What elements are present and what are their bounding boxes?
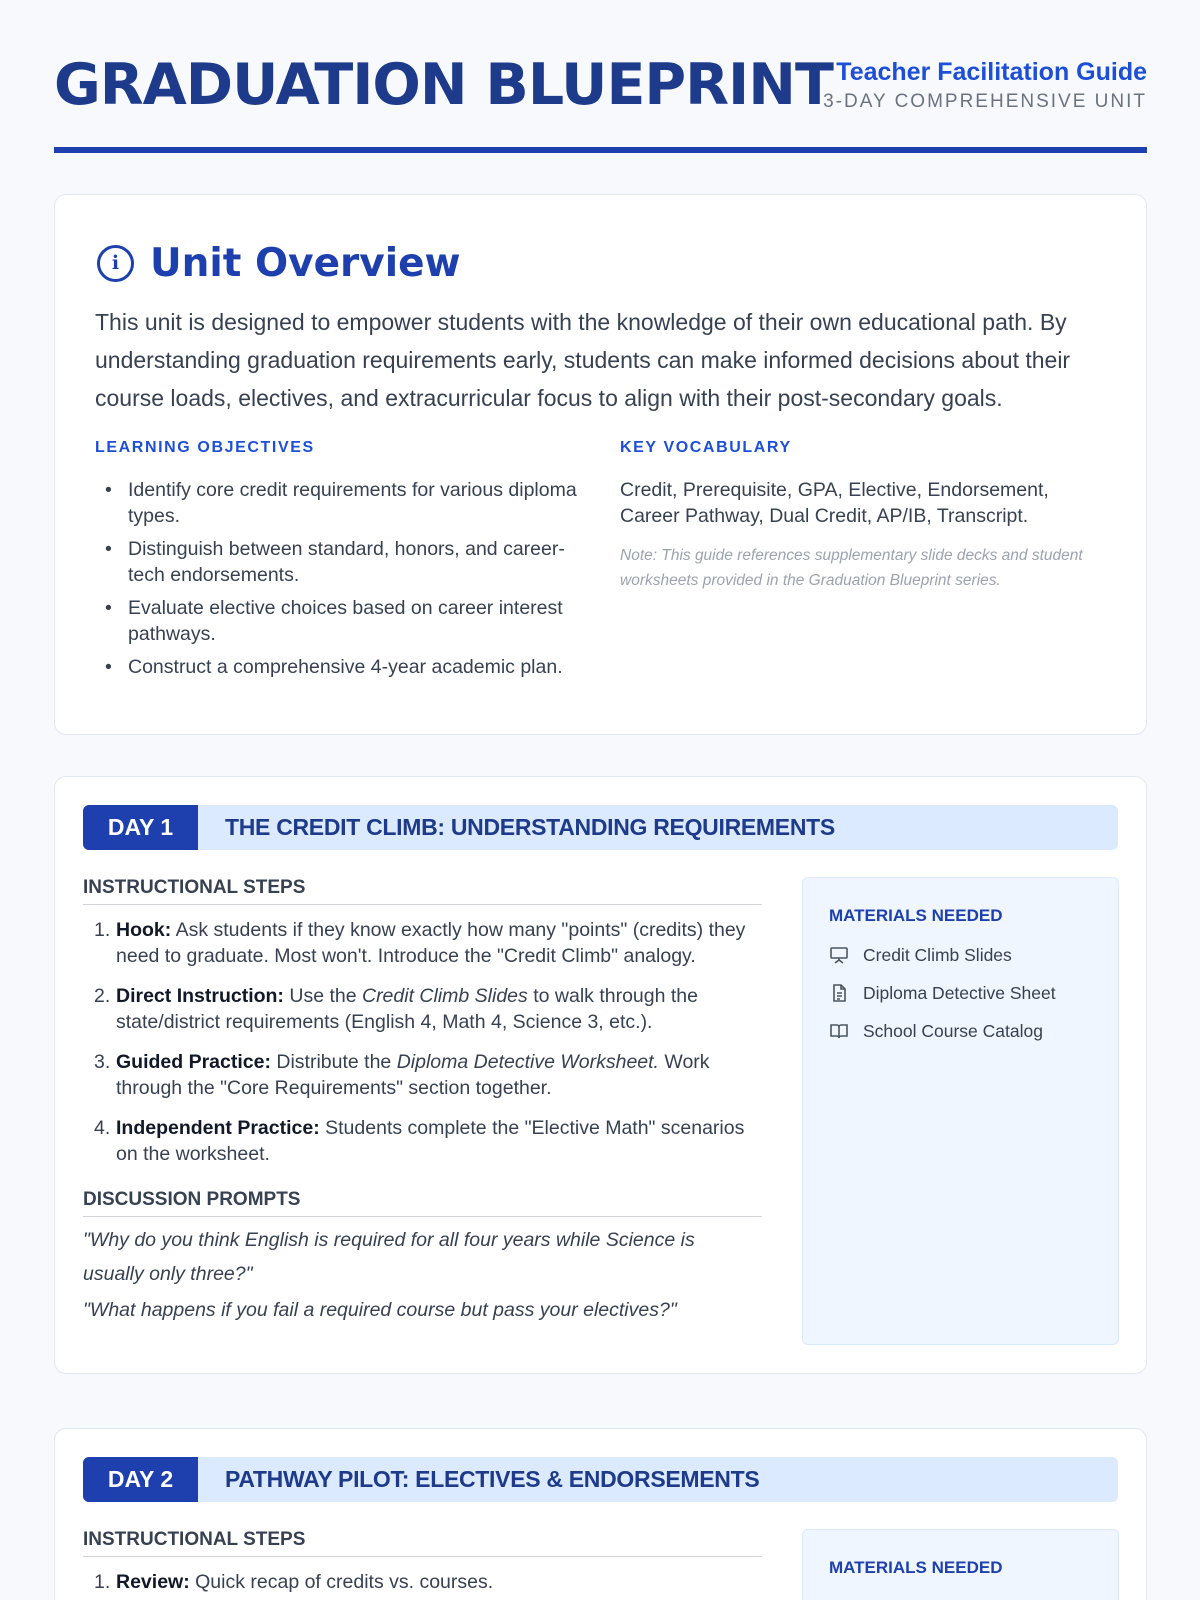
day2-label: DAY 2 bbox=[83, 1457, 198, 1502]
objectives-label: LEARNING OBJECTIVES bbox=[95, 439, 315, 456]
presentation-icon bbox=[829, 945, 849, 965]
steps-heading: INSTRUCTIONAL STEPS bbox=[83, 877, 762, 905]
overview-heading: Unit Overview bbox=[150, 240, 461, 286]
material-label: Diploma Detective Sheet bbox=[863, 982, 1056, 1003]
document-icon bbox=[829, 983, 849, 1003]
header-meta bbox=[823, 58, 1147, 113]
steps-heading: INSTRUCTIONAL STEPS bbox=[83, 1529, 762, 1557]
unit-overview-card bbox=[54, 194, 1147, 735]
material-label: Credit Climb Slides bbox=[863, 944, 1012, 965]
discussion-prompts bbox=[83, 1189, 762, 1327]
material-item bbox=[829, 936, 1092, 974]
step-lead: Direct Instruction: bbox=[116, 985, 284, 1007]
materials-list bbox=[829, 936, 1092, 1050]
step-lead: Hook: bbox=[116, 919, 172, 941]
objective-item: • Distinguish between standard, honors, and career-tech endorsements. bbox=[95, 536, 595, 588]
overview-text: This unit is designed to empower students with the knowledge of their own educational path. By understanding graduation requirements early, students can make informed decisions about their course loads, electives, and extracurricular focus to align with their post-secondary goals. bbox=[95, 309, 1071, 411]
day1-label: DAY 1 bbox=[83, 805, 198, 850]
page-title: GRADUATION BLUEPRINT bbox=[54, 52, 833, 118]
day1-title: THE CREDIT CLIMB: UNDERSTANDING REQUIREMENTS bbox=[225, 814, 835, 840]
objectives-list bbox=[95, 477, 620, 680]
step-text: Use the bbox=[283, 985, 362, 1007]
learning-objectives bbox=[95, 439, 620, 687]
guide-label: Teacher Facilitation Guide bbox=[836, 58, 1147, 86]
material-label: School Course Catalog bbox=[863, 1020, 1043, 1041]
step-lead: Independent Practice: bbox=[116, 1117, 320, 1139]
day2-instructional-steps bbox=[83, 1529, 762, 1600]
unit-label: 3-DAY COMPREHENSIVE UNIT bbox=[823, 91, 1147, 112]
info-icon: i bbox=[97, 245, 134, 282]
objective-item: • Evaluate elective choices based on career interest pathways. bbox=[95, 595, 595, 647]
day2-materials bbox=[802, 1529, 1119, 1600]
discussion-heading: DISCUSSION PROMPTS bbox=[83, 1189, 762, 1217]
guide-note: Note: This guide references supplementary slide decks and student worksheets provided in the Graduation Blueprint series. bbox=[620, 547, 1083, 589]
step-text: Quick recap of credits vs. courses. bbox=[189, 1571, 494, 1593]
day2-card bbox=[54, 1428, 1147, 1600]
vocab-label: KEY VOCABULARY bbox=[620, 439, 792, 456]
key-vocabulary bbox=[620, 439, 1100, 687]
day1-header bbox=[83, 805, 1118, 850]
step-resource: Diploma Detective Worksheet. bbox=[396, 1051, 659, 1073]
step-item bbox=[83, 1569, 762, 1595]
book-icon bbox=[829, 1021, 849, 1041]
step-item bbox=[83, 983, 762, 1035]
step-number: 3. bbox=[94, 1051, 111, 1073]
step-text: to walk through the state/district requirements (English 4, Math 4, Science 3, etc.). bbox=[116, 985, 698, 1033]
step-list bbox=[83, 917, 762, 1167]
overview-columns bbox=[95, 439, 1106, 687]
step-lead: Guided Practice: bbox=[116, 1051, 271, 1073]
day1-instructional-steps bbox=[83, 877, 762, 1327]
page-header bbox=[54, 0, 1147, 150]
overview-title bbox=[95, 235, 1106, 291]
step-item bbox=[83, 1049, 762, 1101]
discussion-prompt: "What happens if you fail a required course but pass your electives?" bbox=[83, 1299, 677, 1321]
header-divider bbox=[54, 147, 1147, 153]
objective-item: • Identify core credit requirements for various diploma types. bbox=[95, 477, 595, 529]
step-text: Distribute the bbox=[270, 1051, 397, 1073]
step-number: 4. bbox=[94, 1117, 111, 1139]
step-list bbox=[83, 1569, 762, 1595]
material-item bbox=[829, 974, 1092, 1012]
page bbox=[54, 0, 1147, 1593]
step-resource: Credit Climb Slides bbox=[361, 985, 528, 1007]
step-number: 1. bbox=[94, 919, 111, 941]
day1-materials bbox=[802, 877, 1119, 1345]
materials-label: MATERIALS NEEDED bbox=[829, 1558, 1003, 1577]
objective-item: • Construct a comprehensive 4-year academic plan. bbox=[95, 654, 595, 680]
day2-header bbox=[83, 1457, 1118, 1502]
step-lead: Review: bbox=[116, 1571, 190, 1593]
step-text: Work through the "Core Requirements" section together. bbox=[116, 1051, 710, 1099]
step-number: 2. bbox=[94, 985, 111, 1007]
discussion-prompt: "Why do you think English is required for all four years while Science is usually only three?" bbox=[83, 1229, 695, 1285]
materials-label: MATERIALS NEEDED bbox=[829, 906, 1003, 925]
day1-card bbox=[54, 776, 1147, 1374]
step-text: Ask students if they know exactly how many "points" (credits) they need to graduate. Most won't. Introduce the "Credit Climb" analogy. bbox=[116, 919, 746, 967]
step-item bbox=[83, 1115, 762, 1167]
vocab-text: Credit, Prerequisite, GPA, Elective, Endorsement, Career Pathway, Dual Credit, AP/IB, Transcript. bbox=[620, 479, 1049, 527]
day2-title: PATHWAY PILOT: ELECTIVES & ENDORSEMENTS bbox=[225, 1466, 760, 1492]
step-number: 1. bbox=[94, 1571, 111, 1593]
material-item bbox=[829, 1012, 1092, 1050]
step-text: Students complete the "Elective Math" scenarios on the worksheet. bbox=[116, 1117, 745, 1165]
step-item bbox=[83, 917, 762, 969]
